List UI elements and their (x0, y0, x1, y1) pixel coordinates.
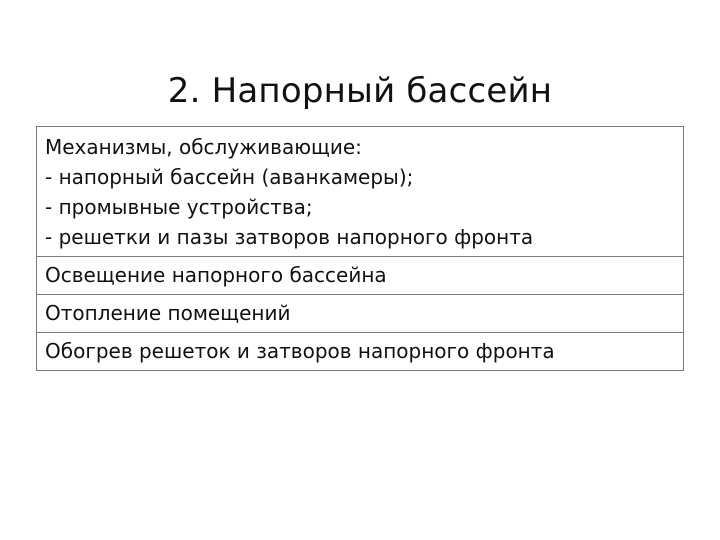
table-cell-line: Механизмы, обслуживающие: (45, 135, 362, 159)
table-cell-line: Освещение напорного бассейна (45, 263, 387, 287)
mechanisms-table (36, 126, 684, 371)
table-row-heating (37, 294, 683, 332)
table-cell-line: Обогрев решеток и затворов напорного фронта (45, 339, 555, 363)
table-cell-line: - напорный бассейн (аванкамеры); (45, 165, 414, 189)
table-row-mechanisms (37, 127, 683, 256)
table-row-lighting (37, 256, 683, 294)
table-cell-line: Отопление помещений (45, 301, 291, 325)
table-cell-line: - промывные устройства; (45, 195, 313, 219)
table-cell-line: - решетки и пазы затворов напорного фронта (45, 225, 534, 249)
table-row-grate-heating (37, 332, 683, 370)
slide-title: 2. Напорный бассейн (167, 70, 553, 111)
